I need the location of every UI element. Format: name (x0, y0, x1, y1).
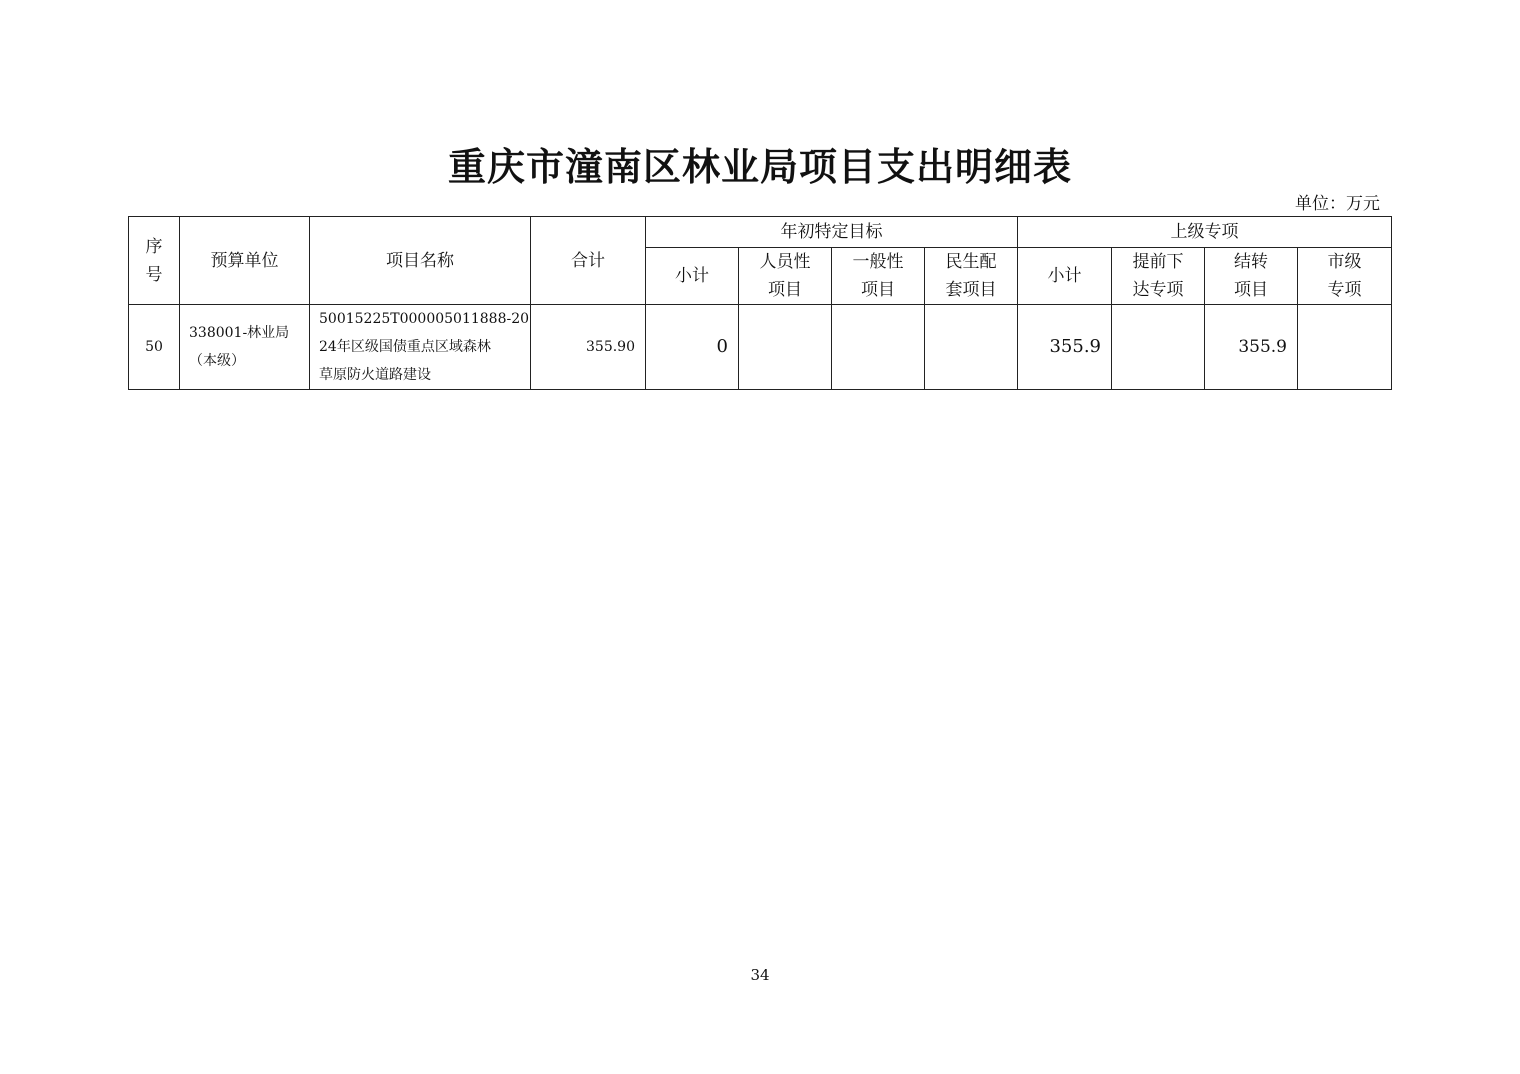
cell-budget-unit-line2: （本级） (189, 353, 245, 369)
header-upper-subtotal: 小计 (1018, 248, 1112, 305)
header-carryover (1205, 248, 1298, 305)
cell-project-line1: 50015225T000005011888-20 (319, 311, 530, 327)
page-title: 重庆市潼南区林业局项目支出明细表 (447, 144, 1072, 189)
header-livelihood (925, 248, 1018, 305)
header-carryover-line2: 项目 (1234, 280, 1268, 300)
cell-budget-unit-line1: 338001-林业局 (189, 325, 290, 341)
header-general-line2: 项目 (861, 280, 895, 300)
cell-general (832, 305, 925, 390)
cell-upper-subtotal: 355.9 (1018, 305, 1112, 390)
table-row (129, 305, 1392, 390)
header-total: 合计 (531, 217, 646, 305)
header-group-upper: 上级专项 (1018, 217, 1392, 248)
cell-city (1298, 305, 1392, 390)
header-personnel-line2: 项目 (768, 280, 802, 300)
header-budget-unit: 预算单位 (180, 217, 310, 305)
header-advance-line1: 提前下 (1132, 252, 1184, 272)
header-personnel (739, 248, 832, 305)
page-number: 34 (750, 966, 770, 984)
header-carryover-line1: 结转 (1234, 252, 1268, 272)
header-project-name: 项目名称 (310, 217, 531, 305)
header-advance (1112, 248, 1205, 305)
cell-carryover: 355.9 (1205, 305, 1298, 390)
unit-label: 单位：万元 (1295, 194, 1380, 214)
cell-livelihood (925, 305, 1018, 390)
cell-project-name (310, 305, 531, 390)
cell-budget-unit (180, 305, 310, 390)
header-row-1 (129, 217, 1392, 248)
header-advance-line2: 达专项 (1132, 280, 1184, 300)
header-city (1298, 248, 1392, 305)
header-livelihood-line2: 套项目 (945, 280, 997, 300)
cell-seq: 50 (129, 305, 180, 390)
cell-initial-subtotal: 0 (646, 305, 739, 390)
cell-advance (1112, 305, 1205, 390)
cell-project-line2: 24年区级国债重点区域森林 (319, 339, 491, 355)
header-general (832, 248, 925, 305)
header-general-line1: 一般性 (852, 252, 904, 272)
header-city-line1: 市级 (1327, 252, 1362, 272)
header-personnel-line1: 人员性 (759, 252, 811, 272)
header-seq-line2: 号 (145, 264, 163, 285)
cell-project-line3: 草原防火道路建设 (319, 367, 431, 383)
cell-personnel (739, 305, 832, 390)
header-livelihood-line1: 民生配 (945, 252, 997, 272)
header-group-initial: 年初特定目标 (646, 217, 1018, 248)
cell-total: 355.90 (531, 305, 646, 390)
header-seq (129, 217, 180, 305)
header-city-line2: 专项 (1327, 280, 1362, 300)
header-seq-line1: 序 (145, 236, 163, 257)
expenditure-detail-table (128, 216, 1392, 390)
header-initial-subtotal: 小计 (646, 248, 739, 305)
